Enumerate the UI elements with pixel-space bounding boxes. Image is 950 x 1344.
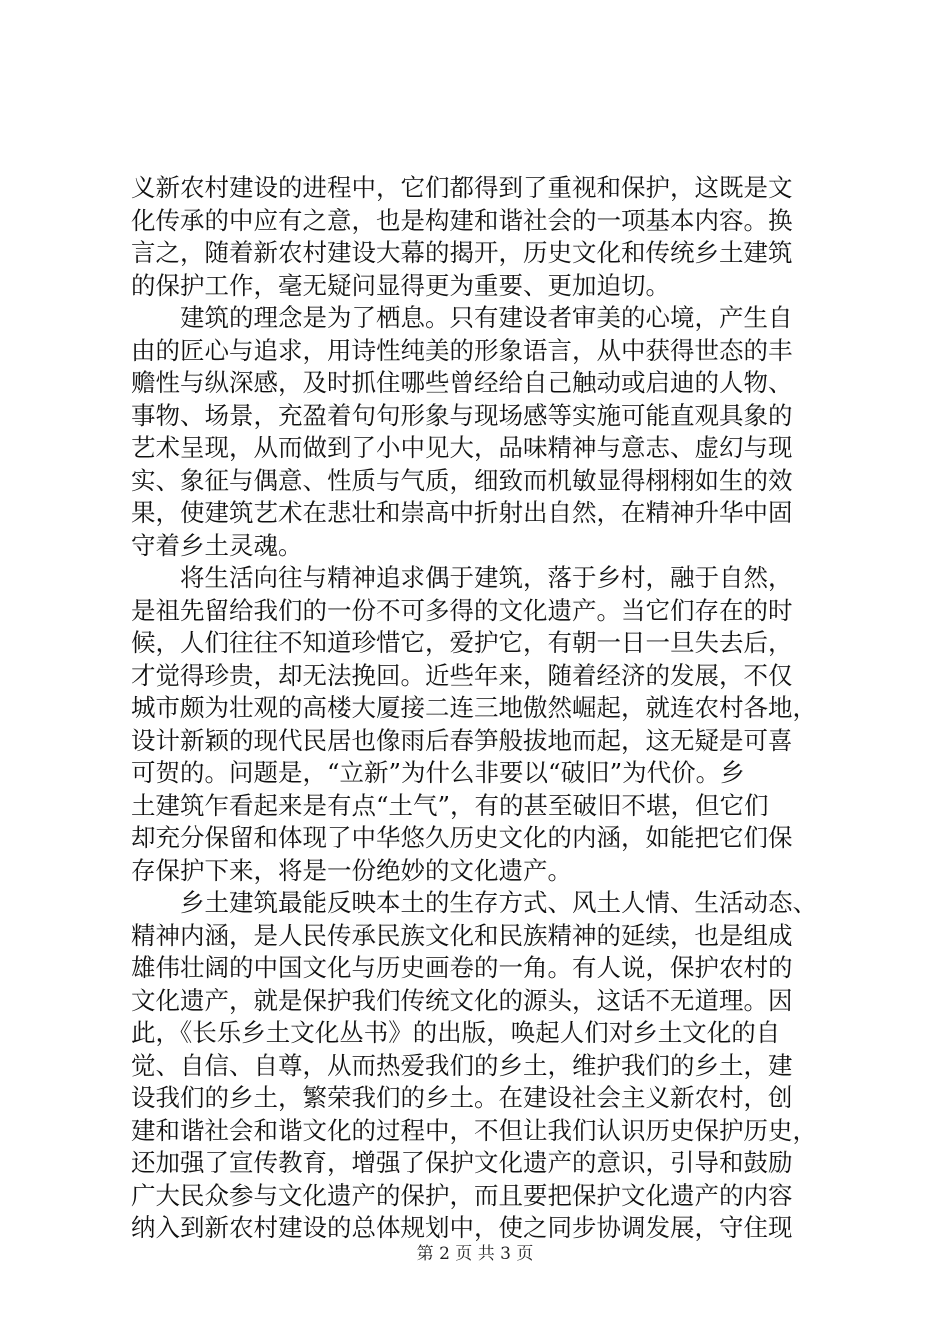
text-line: 存保护下来，将是一份绝妙的文化遗产。: [131, 855, 572, 885]
text-line: 赡性与纵深感，及时抓住哪些曾经给自己触动或启迪的人物、: [131, 368, 793, 397]
text-line: 艺术呈现，从而做到了小中见大，品味精神与意志、虚幻与现: [131, 433, 793, 462]
text-line: 将生活向往与精神追求偶于建筑，落于乡村，融于自然，: [131, 563, 793, 592]
text-line: 觉、自信、自尊，从而热爱我们的乡土，维护我们的乡土，建: [131, 1050, 793, 1080]
text-line: 文化遗产，就是保护我们传统文化的源头，这话不无道理。因: [131, 985, 793, 1015]
text-line: 还加强了宣传教育，增强了保护文化遗产的意识，引导和鼓励: [131, 1148, 793, 1177]
text-line: 由的匠心与追求，用诗性纯美的形象语言，从中获得世态的丰: [131, 335, 793, 365]
page-footer: 第 2 页 共 3 页: [416, 1244, 534, 1264]
text-line: 可贺的。问题是，“立新”为什么非要以“破旧”为代价。乡: [131, 758, 745, 787]
text-line: 却充分保留和体现了中华悠久历史文化的内涵，如能把它们保: [131, 823, 793, 852]
text-line: 建和谐社会和谐文化的过程中，不但让我们认识历史保护历史，: [131, 1115, 817, 1145]
text-line: 是祖先留给我们的一份不可多得的文化遗产。当它们存在的时: [131, 595, 793, 625]
text-line: 实、象征与偶意、性质与气质，细致而机敏显得栩栩如生的效: [131, 465, 793, 495]
text-line: 精神内涵，是人民传承民族文化和民族精神的延续，也是组成: [131, 920, 793, 950]
text-line: 的保护工作，毫无疑问显得更为重要、更加迫切。: [131, 270, 670, 300]
text-line: 雄伟壮阔的中国文化与历史画卷的一角。有人说，保护农村的: [131, 953, 793, 982]
text-line: 纳入到新农村建设的总体规划中，使之同步协调发展，守住现: [131, 1213, 793, 1242]
text-line: 果，使建筑艺术在悲壮和崇高中折射出自然，在精神升华中固: [131, 498, 793, 527]
text-line: 城市颇为壮观的高楼大厦接二连三地傲然崛起，就连农村各地，: [131, 693, 817, 722]
text-line: 才觉得珍贵，却无法挽回。近些年来，随着经济的发展，不仅: [131, 660, 793, 690]
text-line: 建筑的理念是为了栖息。只有建设者审美的心境，产生自: [131, 303, 793, 332]
text-line: 乡土建筑最能反映本土的生存方式、风土人情、生活动态、: [131, 888, 817, 917]
text-line: 设我们的乡土，繁荣我们的乡土。在建设社会主义新农村，创: [131, 1083, 793, 1112]
text-line: 广大民众参与文化遗产的保护，而且要把保护文化遗产的内容: [131, 1180, 793, 1210]
text-line: 事物、场景，充盈着句句形象与现场感等实施可能直观具象的: [131, 400, 793, 430]
body-text: [131, 172, 831, 1245]
text-line: 土建筑乍看起来是有点“土气”，有的甚至破旧不堪，但它们: [131, 790, 769, 820]
text-line: 言之，随着新农村建设大幕的揭开，历史文化和传统乡土建筑: [131, 238, 793, 267]
text-line: 此，《长乐乡土文化丛书》的出版，唤起人们对乡土文化的自: [131, 1018, 781, 1047]
text-line: 化传承的中应有之意，也是构建和谐社会的一项基本内容。换: [131, 205, 793, 235]
text-line: 设计新颖的现代民居也像雨后春笋般拔地而起，这无疑是可喜: [131, 725, 793, 755]
text-line: 候，人们往往不知道珍惜它，爱护它，有朝一日一旦失去后，: [131, 628, 793, 657]
text-line: 守着乡土灵魂。: [131, 530, 303, 560]
text-line: 义新农村建设的进程中，它们都得到了重视和保护，这既是文: [131, 173, 793, 202]
